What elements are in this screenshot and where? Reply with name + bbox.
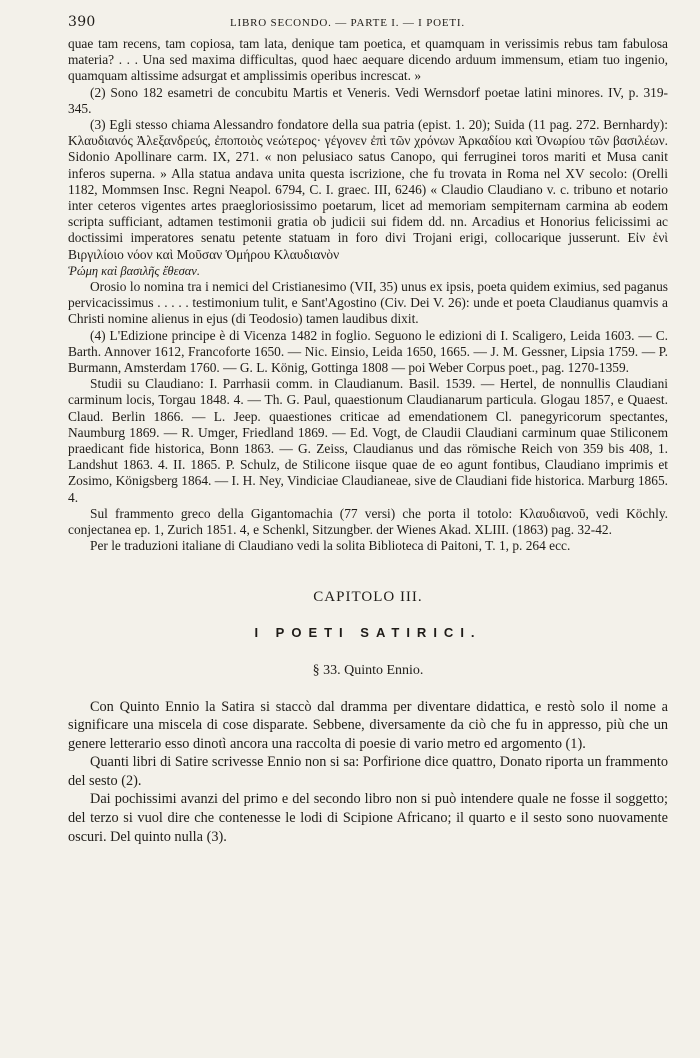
footnotes [68,36,668,555]
body-paragraph-2: Quanti libri di Satire scrivesse Ennio non si sa: Porfirione dice quattro, Donato riporta un frammento del sesto (2). [68,754,668,789]
footnote-3: (3) Egli stesso chiama Alessandro fondatore della sua patria (epist. 1. 20); Suida (11 pag. 272. Bernhardy): Κλαυδιανός Ἀλεξανδρεύς, ἐποποιὸς νεώτερος· γέγονεν ἐπὶ τῶν χρόνων Ἀρκαδίου καὶ Ὀνωρίου τῶν βασιλέων. Sidonio Apollinare carm. IX, 271. « non pelusiaco satus Canopo, qui ferruginei toros mariti et Musa canit inferos superna. » Alla statua andava unita questa iscrizione, che fu trovata in Roma nel XV secolo: (Orelli 1182, Mommsen Insc. Regni Neapol. 6794, C. I. graec. III, 6246) « Claudio Claudiano v. c. tribuno et notario inter ceteros vigentes artes praegloriosissimo poetarum, licet ad memoriam sempiternam carmina ab eodem scripta sufficiant, adtamen testimonii gratia ob judicii sui fidem dd. nn. Arcadius et Honorius felicissimi ac doctissimi imperatores senatu petente statuam in foro divi Trojani erigi, collocarique jusserunt. Εἰν ἑνὶ Βιργιλίοιο νόον καὶ Μοῦσαν Ὁμήρου Κλαυδιανὸν [68,117,668,262]
footnote-4-gigantomachia: Sul frammento greco della Gigantomachia (77 versi) che porta il totolo: Κλαυδιανοῦ, vedi Köchly. conjectanea ep. 1, Zurich 1851. 4, e Schenkl, Sitzungber. der Wienes Akad. XLIII. (1863) pag. 32-42. [68,505,668,538]
chapter-subtitle: I POETI SATIRICI. [254,624,482,640]
section-heading: § 33. Quinto Ennio. [312,662,424,678]
footnote-4: (4) L'Edizione principe è di Vicenza 1482 in foglio. Seguono le edizioni di I. Scaligero, Leida 1603. — C. Barth. Annover 1612, Francoforte 1650. — Nic. Einsio, Leida 1650, 1665. — J. M. Gessner, Lipsia 1759. — P. Burmann, Amsterdam 1760. — G. L. König, Gottinga 1808 — poi Weber Corpus poet., pag. 1270-1359. [68,327,668,376]
chapter-title: CAPITOLO III. [313,588,423,605]
footnote-4-studies: Studii su Claudiano: I. Parrhasii comm. in Claudianum. Basil. 1539. — Hertel, de nonnullis Claudiani carminum locis, Torgau 1848. 4. — Th. G. Paul, quaestionum Claudianarum particula. Glogau 1857, e Quaest. Claud. Berlin 1866. — L. Jeep. quaestiones criticae ad emendationem Cl. panegyricorum spectantes, Naumburg 1869. — R. Umger, Friedland 1869. — Ed. Vogt, de Claudii Claudiani carminum quae Stiliconem praedicant fide historica, Bonn 1863. — G. Zeiss, Claudianus und das römische Reich von 359 bis 408, 1. Landshut 1863. 4. II. 1865. P. Schulz, de Stilicone iisque quae de eo agunt fontibus, Claudiano imprimis et Zosimo, Königsberg 1864. — I. H. Ney, Vindiciae Claudianeae, sive de Claudiani fide historica. Marburg 1865. 4. [68,376,668,505]
page-number: 390 [68,14,96,30]
footnote-2: (2) Sono 182 esametri de concubitu Martis et Veneris. Vedi Wernsdorf poetae latini minores. IV, p. 319-345. [68,84,668,116]
footnote-4-translations: Per le traduzioni italiane di Claudiano vedi la solita Biblioteca di Paitoni, T. 1, p. 264 ecc. [90,538,571,554]
body-paragraph-1: Con Quinto Ennio la Satira si staccò dal dramma per diventare didattica, e restò solo il nome a significare una miscela di cose disparate. Sebbene, diversamente da ciò che fu in appresso, più che un genere letterario esso dinotì ancora una raccolta di poesie di vario metro ed argomento (1). [68,698,668,752]
running-head [68,14,668,36]
running-title: LIBRO SECONDO. — PARTE I. — I POETI. [230,17,465,29]
footnote-3-greek-ending: Ῥώμη καὶ βασιλῆς ἔθεσαν. [68,263,200,278]
footnote-continuation: quae tam recens, tam copiosa, tam lata, denique tam poetica, et quamquam in verissimis rebus tam fabulosa materia? . . . Una sed maxima difficultas, quod haec aequare dicendo arduum immensum, etiam tuo ingenio, quamquam altissime adsurgat et amplissimis operibus increscat. » [68,36,668,84]
body-paragraph-3: Dai pochissimi avanzi del primo e del secondo libro non si può intendere quale ne fosse il soggetto; del terzo si vuol dire che contenesse le lodi di Scipione Africano; il quarto e il sesto sono nuovamente oscuri. Del quinto nulla (3). [68,791,668,845]
book-page [68,14,668,1044]
footnote-3-orosio: Orosio lo nomina tra i nemici del Cristianesimo (VII, 35) unus ex ipsis, poeta quidem eximius, sed paganus pervicacissimus . . . . . testimonium tulit, e Sant'Agostino (Civ. Dei V. 26): unde et poeta Claudianus quamvis a Christi nomine alienus in ejus (di Teodosio) tamen laudibus dixit. [68,279,668,327]
main-text [68,698,668,847]
